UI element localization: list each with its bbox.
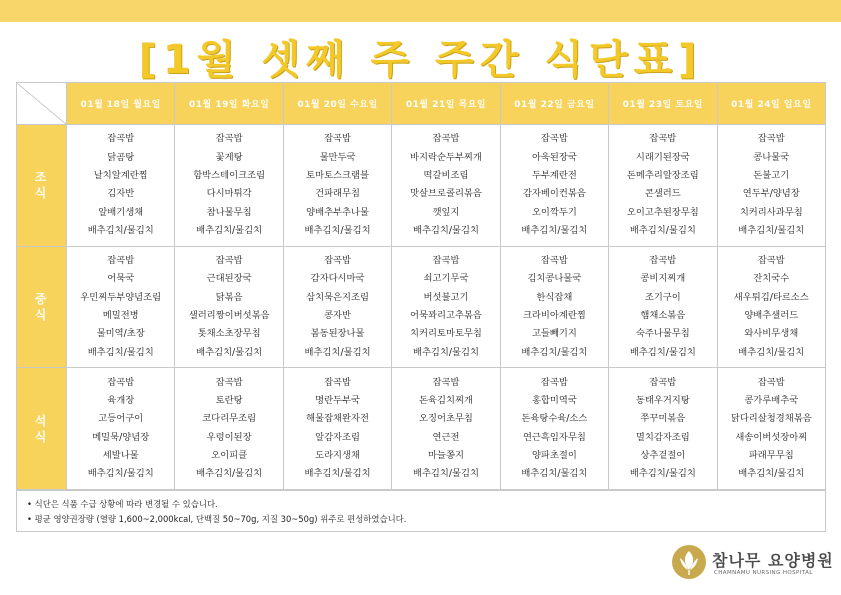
meal-row [17,125,826,247]
menu-item: 홍합미역국 [531,395,577,407]
menu-item: 크라비아계란찜 [522,309,586,321]
menu-item: 돈불고기 [753,170,790,182]
menu-item: 잡곡밥 [215,255,243,267]
menu-item: 도라지생채 [315,449,360,461]
menu-item: 감자다시마국 [310,273,365,285]
menu-item: 와사비무생채 [744,328,799,340]
menu-item: 돈메추리알장조림 [626,170,699,182]
menu-item: 다시마튀각 [206,188,252,200]
menu-item: 해물잡채완자전 [306,413,369,425]
meal-row [17,246,826,368]
menu-item: 배추김치/물김치 [412,468,479,480]
menu-list [609,374,716,484]
menu-list [501,252,608,362]
menu-item: 어묵국 [107,273,135,285]
menu-item: 버섯불고기 [423,291,469,303]
menu-item: 닭다리살청경채볶음 [730,413,812,425]
menu-item: 메밀전병 [102,309,139,321]
menu-item: 건파래무침 [315,188,360,200]
menu-item: 콩비지찌개 [640,273,686,285]
menu-item: 파래무무침 [748,449,794,461]
menu-list [67,252,174,362]
menu-item: 잡곡밥 [107,255,135,267]
menu-item: 잡곡밥 [540,255,568,267]
menu-item: 물미역/초장 [96,328,145,340]
menu-item: 떡갈비조림 [423,170,469,182]
menu-item: 코다리무조림 [202,413,257,425]
menu-item: 고들빼기지 [531,328,577,340]
menu-list [392,374,499,484]
menu-list [284,130,391,240]
menu-item: 알감자조림 [315,431,360,443]
menu-list [392,130,499,240]
menu-item: 배추김치/물김치 [196,224,263,236]
menu-item: 아욱된장국 [531,151,577,163]
menu-item: 콩가루배추국 [744,395,799,407]
hospital-subtitle: CHAMNAMU NURSING HOSPITAL [714,570,813,576]
menu-item: 치커리토마토무침 [410,328,482,340]
menu-cell [67,246,175,368]
menu-item: 삼치묵은지조림 [306,291,369,303]
menu-item: 잡곡밥 [432,255,460,267]
menu-item: 토란탕 [215,395,243,407]
menu-cell [392,246,500,368]
menu-cell [609,125,717,247]
menu-item: 배추김치/물김치 [196,346,263,358]
menu-item: 배추김치/물김치 [521,224,588,236]
menu-item: 잡곡밥 [649,255,677,267]
meal-label-text: 석식 [34,413,49,444]
menu-item: 세발나물 [102,449,139,461]
menu-cell [67,125,175,247]
menu-list [284,252,391,362]
menu-cell [392,368,500,490]
menu-item: 감자베이컨볶음 [522,188,586,200]
menu-item: 두부계란전 [531,170,577,182]
menu-item: 닭곰탕 [107,151,135,163]
menu-item: 배추김치/물김치 [521,346,588,358]
menu-item: 잡곡밥 [757,376,785,388]
date-header: 01월 23일 토요일 [609,83,717,125]
menu-item: 숙주나물무침 [635,328,690,340]
menu-cell [717,368,825,490]
menu-item: 명란두부국 [315,395,360,407]
menu-item: 한식잡채 [536,291,573,303]
menu-item: 배추김치/물김치 [412,346,479,358]
date-header: 01월 19일 화요일 [175,83,283,125]
menu-item: 배추김치/물김치 [304,346,371,358]
menu-cell [500,246,608,368]
menu-item: 톳채소초장무침 [197,328,261,340]
meal-label [17,368,67,490]
menu-item: 배추김치/물김치 [629,346,696,358]
menu-list [501,374,608,484]
menu-item: 배추김치/물김치 [304,224,371,236]
menu-item: 닭볶음 [215,291,243,303]
menu-item: 잡곡밥 [540,376,568,388]
menu-item: 어묵꽈리고추볶음 [410,309,482,321]
menu-item: 잡곡밥 [215,376,243,388]
menu-item: 근대된장국 [206,273,252,285]
notes-box [16,490,826,532]
menu-item: 잡곡밥 [649,376,677,388]
menu-item: 잡곡밥 [432,376,460,388]
menu-cell [175,246,283,368]
date-header: 01월 20일 수요일 [283,83,391,125]
hospital-logo [672,545,832,585]
menu-list [718,252,825,362]
menu-item: 연근전 [432,431,460,443]
menu-cell [175,125,283,247]
menu-item: 우렁이된장 [206,431,252,443]
menu-item: 잡곡밥 [324,376,352,388]
menu-item: 물만두국 [319,151,356,163]
menu-list [175,374,282,484]
menu-item: 토마토스크램블 [306,170,369,182]
menu-item: 시래기된장국 [635,151,690,163]
menu-item: 알배기생채 [98,206,144,218]
date-header: 01월 24일 일요일 [717,83,825,125]
menu-item: 배추김치/물김치 [521,468,588,480]
menu-item: 오이깍두기 [531,206,577,218]
meal-label-text: 중식 [34,291,49,322]
page-title: [1월 셋째 주 주간 식단표] [138,37,703,83]
menu-item: 배추김치/물김치 [412,224,479,236]
menu-item: 고등어구이 [98,413,144,425]
menu-list [284,374,391,484]
menu-cell [500,125,608,247]
note-line: • 식단은 식품 수급 상황에 따라 변경될 수 있습니다. [27,499,218,509]
menu-item: 배추김치/물김치 [87,224,154,236]
menu-item: 잡곡밥 [757,133,785,145]
menu-item: 돈육김치찌개 [419,395,473,407]
menu-item: 배추김치/물김치 [196,468,263,480]
date-header-row [17,83,826,125]
menu-list [67,374,174,484]
menu-item: 잡곡밥 [540,133,568,145]
menu-item: 배추김치/물김치 [738,468,805,480]
menu-cell [500,368,608,490]
menu-item: 양배추부추나물 [306,206,369,218]
menu-item: 연근흑임자무침 [522,431,586,443]
menu-item: 꽃게탕 [215,151,243,163]
menu-cell [283,368,391,490]
menu-item: 메밀묵/양념장 [92,431,150,443]
menu-item: 잡곡밥 [107,376,135,388]
date-header: 01월 22일 금요일 [500,83,608,125]
menu-cell [609,368,717,490]
menu-item: 봄동된장나물 [310,328,365,340]
oak-leaf-icon [672,545,706,579]
menu-item: 오이고추된장무침 [626,206,699,218]
date-header: 01월 18일 월요일 [67,83,175,125]
menu-item: 날치알계란찜 [93,170,148,182]
menu-list [175,130,282,240]
menu-item: 김치콩나물국 [527,273,582,285]
menu-item: 잡곡밥 [432,133,460,145]
menu-item: 배추김치/물김치 [87,468,154,480]
menu-item: 연두부/양념장 [742,188,800,200]
menu-list [718,130,825,240]
weekly-menu-table [16,82,826,490]
menu-cell [67,368,175,490]
menu-item: 잡곡밥 [324,133,352,145]
menu-item: 잡곡밥 [107,133,135,145]
menu-item: 맛살브로콜리볶음 [410,188,482,200]
menu-item: 쭈꾸미볶음 [640,413,686,425]
note-line: • 평균 영양권장량 (열량 1,600~2,000kcal, 단백질 50~70g, 지질 30~50g) 위주로 편성하였습니다. [27,514,407,524]
menu-item: 배추김치/물김치 [304,468,371,480]
menu-item: 마늘쫑지 [428,449,464,461]
menu-item: 바지락순두부찌개 [410,151,482,163]
menu-item: 잔치국수 [753,273,790,285]
menu-item: 잡곡밥 [324,255,352,267]
menu-list [175,252,282,362]
menu-cell [717,246,825,368]
menu-list [609,252,716,362]
menu-item: 콩자반 [324,309,352,321]
menu-item: 새송이버섯장아찌 [735,431,808,443]
menu-item: 깻잎지 [432,206,460,218]
menu-item: 잡곡밥 [215,133,243,145]
menu-list [501,130,608,240]
menu-item: 콩나물국 [753,151,790,163]
meal-row [17,368,826,490]
menu-list [609,130,716,240]
menu-item: 배추김치/물김치 [629,468,696,480]
meal-label-text: 조식 [34,170,49,201]
menu-item: 배추김치/물김치 [738,346,805,358]
menu-item: 참나물무침 [206,206,252,218]
meal-label [17,246,67,368]
meal-label [17,125,67,247]
menu-item: 콘샐러드 [644,188,681,200]
menu-item: 동태우거지탕 [635,395,690,407]
menu-item: 오이피클 [211,449,248,461]
date-header: 01월 21일 목요일 [392,83,500,125]
menu-list [67,130,174,240]
menu-list [718,374,825,484]
menu-item: 오징어초무침 [419,413,473,425]
menu-item: 양파초절이 [531,449,577,461]
menu-list [392,252,499,362]
menu-item: 육개장 [107,395,135,407]
menu-item: 잡곡밥 [757,255,785,267]
menu-item: 치커리사과무침 [739,206,803,218]
menu-item: 돈육탕수육/소스 [521,413,588,425]
menu-item: 배추김치/물김치 [87,346,154,358]
menu-item: 배추김치/물김치 [629,224,696,236]
menu-cell [392,125,500,247]
table-corner [17,83,67,125]
menu-item: 배추김치/물김치 [738,224,805,236]
menu-item: 우민찌두부양념조림 [80,291,162,303]
menu-cell [609,246,717,368]
hospital-name: 참나무 요양병원 [712,551,834,570]
menu-item: 조기구이 [644,291,681,303]
top-accent-bar [0,0,841,22]
menu-item: 쇠고기무국 [423,273,469,285]
menu-item: 함박스테이크조림 [193,170,266,182]
menu-item: 양배추샐러드 [744,309,799,321]
menu-item: 샐러리짱이버섯볶음 [188,309,270,321]
menu-cell [175,368,283,490]
menu-item: 잡곡밥 [649,133,677,145]
menu-cell [283,246,391,368]
menu-item: 상추겉절이 [640,449,686,461]
menu-item: 멸치감자조림 [635,431,690,443]
menu-cell [283,125,391,247]
menu-cell [717,125,825,247]
menu-item: 햄채소볶음 [640,309,686,321]
menu-item: 새우튀김/타르소스 [733,291,809,303]
menu-item: 김자반 [107,188,135,200]
